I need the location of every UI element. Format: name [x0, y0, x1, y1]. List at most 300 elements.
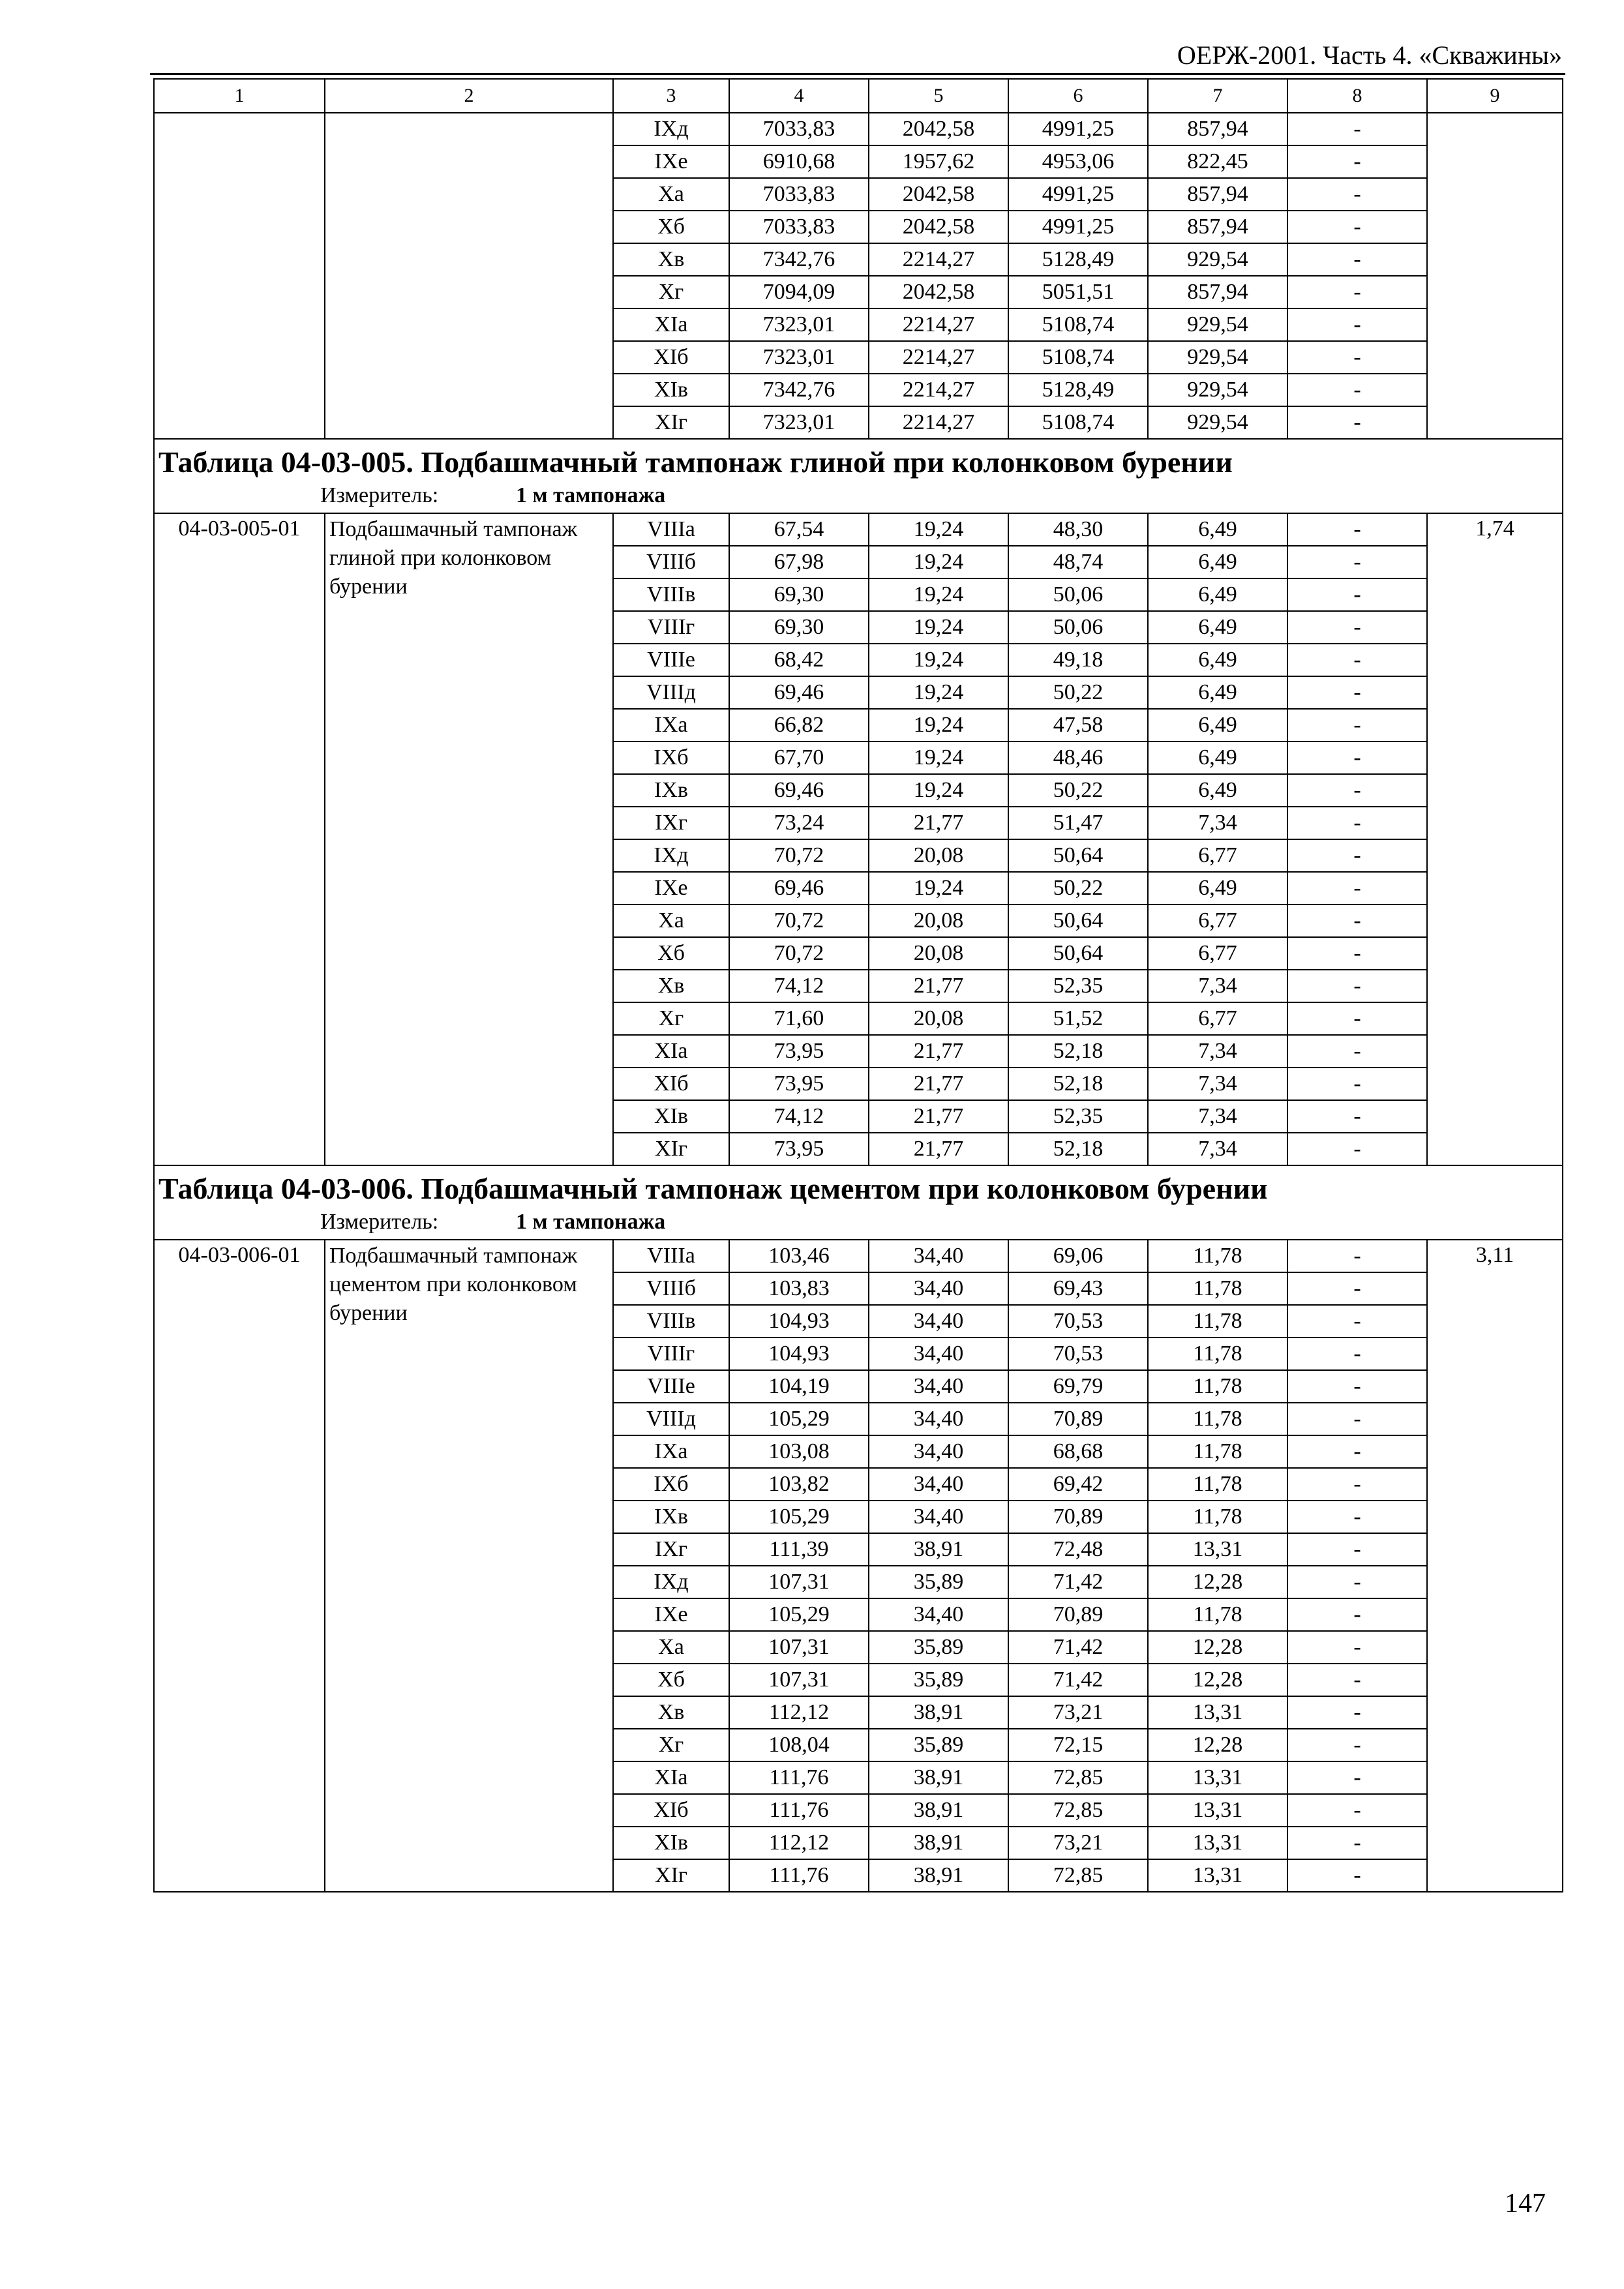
- rock-category-cell: XIа: [613, 1035, 729, 1068]
- rock-category-cell: XIв: [613, 1100, 729, 1133]
- materials-cell: -: [1287, 1664, 1427, 1696]
- labor-cell: 1,74: [1427, 513, 1563, 1165]
- rock-category-cell: VIIIд: [613, 1403, 729, 1435]
- rock-category-cell: VIIIд: [613, 676, 729, 709]
- rock-category-cell: Xа: [613, 1631, 729, 1664]
- labor-cell: [1427, 113, 1563, 439]
- machine-cost-cell: 49,18: [1008, 644, 1148, 676]
- wages-cell: 34,40: [869, 1435, 1008, 1468]
- wages-cell: 21,77: [869, 1035, 1008, 1068]
- meter-value: 1 м тампонажа: [516, 1210, 666, 1234]
- running-header: ОЕРЖ-2001. Часть 4. «Скважины»: [1177, 40, 1562, 70]
- wages-cell: 34,40: [869, 1403, 1008, 1435]
- wages-cell: 38,91: [869, 1794, 1008, 1827]
- materials-cell: -: [1287, 1533, 1427, 1566]
- table-row: [154, 113, 1563, 145]
- wages-cell: 19,24: [869, 546, 1008, 578]
- machine-cost-cell: 5128,49: [1008, 374, 1148, 406]
- wages-cell: 20,08: [869, 839, 1008, 872]
- wages-cell: 2214,27: [869, 308, 1008, 341]
- machine-cost-cell: 4991,25: [1008, 178, 1148, 211]
- driver-wages-cell: 6,49: [1148, 709, 1287, 741]
- rock-category-cell: XIг: [613, 406, 729, 439]
- total-cost-cell: 107,31: [729, 1566, 869, 1598]
- column-number-cell: 7: [1148, 79, 1287, 113]
- machine-cost-cell: 5128,49: [1008, 243, 1148, 276]
- machine-cost-cell: 48,46: [1008, 741, 1148, 774]
- wages-cell: 38,91: [869, 1859, 1008, 1892]
- wages-cell: 19,24: [869, 741, 1008, 774]
- rock-category-cell: Xб: [613, 1664, 729, 1696]
- wages-cell: 20,08: [869, 905, 1008, 937]
- total-cost-cell: 111,76: [729, 1761, 869, 1794]
- column-number-cell: 4: [729, 79, 869, 113]
- driver-wages-cell: 11,78: [1148, 1305, 1287, 1338]
- wages-cell: 2042,58: [869, 211, 1008, 243]
- materials-cell: -: [1287, 1240, 1427, 1272]
- machine-cost-cell: 48,30: [1008, 513, 1148, 546]
- materials-cell: -: [1287, 1859, 1427, 1892]
- driver-wages-cell: 929,54: [1148, 308, 1287, 341]
- wages-cell: 2042,58: [869, 113, 1008, 145]
- driver-wages-cell: 857,94: [1148, 178, 1287, 211]
- total-cost-cell: 105,29: [729, 1403, 869, 1435]
- total-cost-cell: 66,82: [729, 709, 869, 741]
- table-title-row: [154, 439, 1563, 513]
- machine-cost-cell: 52,35: [1008, 1100, 1148, 1133]
- driver-wages-cell: 11,78: [1148, 1338, 1287, 1370]
- machine-cost-cell: 70,89: [1008, 1501, 1148, 1533]
- materials-cell: -: [1287, 1100, 1427, 1133]
- machine-cost-cell: 50,22: [1008, 774, 1148, 807]
- rock-category-cell: IXб: [613, 741, 729, 774]
- materials-cell: -: [1287, 243, 1427, 276]
- machine-cost-cell: 68,68: [1008, 1435, 1148, 1468]
- wages-cell: 2214,27: [869, 406, 1008, 439]
- rock-category-cell: IXе: [613, 145, 729, 178]
- norm-name-cell: [325, 113, 613, 439]
- rock-category-cell: VIIIв: [613, 578, 729, 611]
- machine-cost-cell: 51,52: [1008, 1002, 1148, 1035]
- driver-wages-cell: 857,94: [1148, 211, 1287, 243]
- wages-cell: 19,24: [869, 774, 1008, 807]
- materials-cell: -: [1287, 1501, 1427, 1533]
- wages-cell: 34,40: [869, 1468, 1008, 1501]
- driver-wages-cell: 6,49: [1148, 872, 1287, 905]
- machine-cost-cell: 69,79: [1008, 1370, 1148, 1403]
- rock-category-cell: IXд: [613, 839, 729, 872]
- wages-cell: 21,77: [869, 1100, 1008, 1133]
- table-title-row: [154, 1165, 1563, 1240]
- total-cost-cell: 7323,01: [729, 308, 869, 341]
- driver-wages-cell: 13,31: [1148, 1761, 1287, 1794]
- total-cost-cell: 70,72: [729, 905, 869, 937]
- rock-category-cell: IXе: [613, 872, 729, 905]
- materials-cell: -: [1287, 1761, 1427, 1794]
- total-cost-cell: 7033,83: [729, 113, 869, 145]
- machine-cost-cell: 72,85: [1008, 1859, 1148, 1892]
- driver-wages-cell: 6,77: [1148, 937, 1287, 970]
- driver-wages-cell: 929,54: [1148, 374, 1287, 406]
- driver-wages-cell: 6,49: [1148, 774, 1287, 807]
- total-cost-cell: 7033,83: [729, 211, 869, 243]
- machine-cost-cell: 52,35: [1008, 970, 1148, 1002]
- machine-cost-cell: 69,43: [1008, 1272, 1148, 1305]
- rock-category-cell: IXг: [613, 1533, 729, 1566]
- machine-cost-cell: 50,06: [1008, 611, 1148, 644]
- driver-wages-cell: 857,94: [1148, 113, 1287, 145]
- rock-category-cell: Xг: [613, 276, 729, 308]
- machine-cost-cell: 52,18: [1008, 1133, 1148, 1165]
- total-cost-cell: 111,39: [729, 1533, 869, 1566]
- machine-cost-cell: 47,58: [1008, 709, 1148, 741]
- rock-category-cell: XIв: [613, 1827, 729, 1859]
- rock-category-cell: XIа: [613, 308, 729, 341]
- machine-cost-cell: 4991,25: [1008, 211, 1148, 243]
- machine-cost-cell: 71,42: [1008, 1566, 1148, 1598]
- rock-category-cell: VIIIв: [613, 1305, 729, 1338]
- column-number-cell: 8: [1287, 79, 1427, 113]
- driver-wages-cell: 6,49: [1148, 741, 1287, 774]
- total-cost-cell: 69,30: [729, 611, 869, 644]
- materials-cell: -: [1287, 1729, 1427, 1761]
- total-cost-cell: 107,31: [729, 1664, 869, 1696]
- materials-cell: -: [1287, 374, 1427, 406]
- driver-wages-cell: 7,34: [1148, 1068, 1287, 1100]
- total-cost-cell: 70,72: [729, 839, 869, 872]
- wages-cell: 19,24: [869, 872, 1008, 905]
- driver-wages-cell: 6,49: [1148, 578, 1287, 611]
- materials-cell: -: [1287, 741, 1427, 774]
- rock-category-cell: XIб: [613, 341, 729, 374]
- norm-code-cell: [154, 113, 325, 439]
- driver-wages-cell: 11,78: [1148, 1403, 1287, 1435]
- materials-cell: -: [1287, 1338, 1427, 1370]
- materials-cell: -: [1287, 145, 1427, 178]
- page-number: 147: [1505, 2189, 1546, 2219]
- materials-cell: -: [1287, 578, 1427, 611]
- wages-cell: 1957,62: [869, 145, 1008, 178]
- table-title-block: [154, 1165, 1563, 1240]
- driver-wages-cell: 6,49: [1148, 611, 1287, 644]
- rock-category-cell: XIа: [613, 1761, 729, 1794]
- rock-category-cell: Xа: [613, 905, 729, 937]
- machine-cost-cell: 52,18: [1008, 1068, 1148, 1100]
- materials-cell: -: [1287, 513, 1427, 546]
- machine-cost-cell: 50,22: [1008, 676, 1148, 709]
- machine-cost-cell: 70,89: [1008, 1598, 1148, 1631]
- total-cost-cell: 108,04: [729, 1729, 869, 1761]
- driver-wages-cell: 7,34: [1148, 1133, 1287, 1165]
- total-cost-cell: 103,83: [729, 1272, 869, 1305]
- driver-wages-cell: 6,49: [1148, 676, 1287, 709]
- meter-row: [158, 481, 1558, 510]
- rock-category-cell: XIб: [613, 1794, 729, 1827]
- materials-cell: -: [1287, 1305, 1427, 1338]
- wages-cell: 35,89: [869, 1566, 1008, 1598]
- total-cost-cell: 111,76: [729, 1794, 869, 1827]
- meter-label: Измеритель:: [320, 483, 439, 507]
- wages-cell: 19,24: [869, 513, 1008, 546]
- total-cost-cell: 73,95: [729, 1035, 869, 1068]
- materials-cell: -: [1287, 1696, 1427, 1729]
- rock-category-cell: VIIIе: [613, 1370, 729, 1403]
- machine-cost-cell: 50,06: [1008, 578, 1148, 611]
- machine-cost-cell: 70,53: [1008, 1338, 1148, 1370]
- total-cost-cell: 104,93: [729, 1338, 869, 1370]
- total-cost-cell: 71,60: [729, 1002, 869, 1035]
- wages-cell: 38,91: [869, 1533, 1008, 1566]
- rock-category-cell: XIг: [613, 1859, 729, 1892]
- materials-cell: -: [1287, 1002, 1427, 1035]
- driver-wages-cell: 7,34: [1148, 807, 1287, 839]
- total-cost-cell: 69,30: [729, 578, 869, 611]
- driver-wages-cell: 11,78: [1148, 1598, 1287, 1631]
- total-cost-cell: 74,12: [729, 1100, 869, 1133]
- materials-cell: -: [1287, 1468, 1427, 1501]
- total-cost-cell: 7342,76: [729, 243, 869, 276]
- rock-category-cell: VIIIе: [613, 644, 729, 676]
- materials-cell: -: [1287, 1068, 1427, 1100]
- total-cost-cell: 69,46: [729, 872, 869, 905]
- norm-name-cell: Подбашмачный тампонаж цементом при колонковом бурении: [325, 1240, 613, 1892]
- driver-wages-cell: 12,28: [1148, 1566, 1287, 1598]
- wages-cell: 34,40: [869, 1338, 1008, 1370]
- total-cost-cell: 68,42: [729, 644, 869, 676]
- machine-cost-cell: 52,18: [1008, 1035, 1148, 1068]
- driver-wages-cell: 857,94: [1148, 276, 1287, 308]
- driver-wages-cell: 6,49: [1148, 644, 1287, 676]
- rock-category-cell: IXа: [613, 709, 729, 741]
- materials-cell: -: [1287, 1598, 1427, 1631]
- total-cost-cell: 69,46: [729, 774, 869, 807]
- rock-category-cell: VIIIг: [613, 1338, 729, 1370]
- norm-code-cell: 04-03-006-01: [154, 1240, 325, 1892]
- rock-category-cell: VIIIа: [613, 513, 729, 546]
- machine-cost-cell: 5108,74: [1008, 341, 1148, 374]
- rock-category-cell: XIг: [613, 1133, 729, 1165]
- materials-cell: -: [1287, 872, 1427, 905]
- total-cost-cell: 7033,83: [729, 178, 869, 211]
- total-cost-cell: 103,08: [729, 1435, 869, 1468]
- total-cost-cell: 103,46: [729, 1240, 869, 1272]
- driver-wages-cell: 6,77: [1148, 839, 1287, 872]
- rock-category-cell: VIIIб: [613, 1272, 729, 1305]
- total-cost-cell: 111,76: [729, 1859, 869, 1892]
- total-cost-cell: 7323,01: [729, 341, 869, 374]
- wages-cell: 19,24: [869, 578, 1008, 611]
- materials-cell: -: [1287, 774, 1427, 807]
- materials-cell: -: [1287, 839, 1427, 872]
- wages-cell: 21,77: [869, 970, 1008, 1002]
- rock-category-cell: Xб: [613, 211, 729, 243]
- driver-wages-cell: 6,77: [1148, 1002, 1287, 1035]
- wages-cell: 19,24: [869, 611, 1008, 644]
- total-cost-cell: 74,12: [729, 970, 869, 1002]
- machine-cost-cell: 48,74: [1008, 546, 1148, 578]
- driver-wages-cell: 11,78: [1148, 1272, 1287, 1305]
- driver-wages-cell: 11,78: [1148, 1501, 1287, 1533]
- machine-cost-cell: 73,21: [1008, 1696, 1148, 1729]
- machine-cost-cell: 71,42: [1008, 1631, 1148, 1664]
- column-number-cell: 1: [154, 79, 325, 113]
- rock-category-cell: Xг: [613, 1729, 729, 1761]
- materials-cell: -: [1287, 1035, 1427, 1068]
- total-cost-cell: 70,72: [729, 937, 869, 970]
- rock-category-cell: Xб: [613, 937, 729, 970]
- column-number-cell: 5: [869, 79, 1008, 113]
- wages-cell: 2214,27: [869, 243, 1008, 276]
- machine-cost-cell: 50,22: [1008, 872, 1148, 905]
- rock-category-cell: IXа: [613, 1435, 729, 1468]
- machine-cost-cell: 70,89: [1008, 1403, 1148, 1435]
- machine-cost-cell: 71,42: [1008, 1664, 1148, 1696]
- machine-cost-cell: 4991,25: [1008, 113, 1148, 145]
- wages-cell: 35,89: [869, 1631, 1008, 1664]
- wages-cell: 38,91: [869, 1696, 1008, 1729]
- total-cost-cell: 104,19: [729, 1370, 869, 1403]
- rock-category-cell: Xг: [613, 1002, 729, 1035]
- machine-cost-cell: 72,85: [1008, 1794, 1148, 1827]
- table-row: [154, 513, 1563, 546]
- materials-cell: -: [1287, 546, 1427, 578]
- rock-category-cell: VIIIг: [613, 611, 729, 644]
- column-number-cell: 9: [1427, 79, 1563, 113]
- driver-wages-cell: 6,49: [1148, 513, 1287, 546]
- wages-cell: 2214,27: [869, 374, 1008, 406]
- driver-wages-cell: 11,78: [1148, 1240, 1287, 1272]
- rock-category-cell: IXе: [613, 1598, 729, 1631]
- wages-cell: 35,89: [869, 1729, 1008, 1761]
- driver-wages-cell: 7,34: [1148, 1035, 1287, 1068]
- wages-cell: 34,40: [869, 1305, 1008, 1338]
- total-cost-cell: 69,46: [729, 676, 869, 709]
- machine-cost-cell: 72,15: [1008, 1729, 1148, 1761]
- total-cost-cell: 104,93: [729, 1305, 869, 1338]
- column-number-row: [154, 79, 1563, 113]
- machine-cost-cell: 5051,51: [1008, 276, 1148, 308]
- materials-cell: -: [1287, 341, 1427, 374]
- total-cost-cell: 67,54: [729, 513, 869, 546]
- machine-cost-cell: 72,48: [1008, 1533, 1148, 1566]
- driver-wages-cell: 13,31: [1148, 1794, 1287, 1827]
- materials-cell: -: [1287, 1403, 1427, 1435]
- header-rule: [150, 73, 1565, 75]
- driver-wages-cell: 13,31: [1148, 1533, 1287, 1566]
- meter-row: [158, 1208, 1558, 1236]
- driver-wages-cell: 13,31: [1148, 1859, 1287, 1892]
- table-row: [154, 1240, 1563, 1272]
- machine-cost-cell: 69,42: [1008, 1468, 1148, 1501]
- total-cost-cell: 105,29: [729, 1501, 869, 1533]
- wages-cell: 38,91: [869, 1827, 1008, 1859]
- total-cost-cell: 112,12: [729, 1696, 869, 1729]
- wages-cell: 34,40: [869, 1501, 1008, 1533]
- table-title: Таблица 04-03-005. Подбашмачный тампонаж глиной при колонковом бурении: [158, 445, 1233, 479]
- wages-cell: 21,77: [869, 1133, 1008, 1165]
- materials-cell: -: [1287, 276, 1427, 308]
- materials-cell: -: [1287, 644, 1427, 676]
- total-cost-cell: 7094,09: [729, 276, 869, 308]
- materials-cell: -: [1287, 308, 1427, 341]
- rock-category-cell: Xа: [613, 178, 729, 211]
- materials-cell: -: [1287, 970, 1427, 1002]
- table-title: Таблица 04-03-006. Подбашмачный тампонаж цементом при колонковом бурении: [158, 1172, 1268, 1205]
- driver-wages-cell: 822,45: [1148, 145, 1287, 178]
- driver-wages-cell: 7,34: [1148, 970, 1287, 1002]
- wages-cell: 19,24: [869, 709, 1008, 741]
- rock-category-cell: VIIIа: [613, 1240, 729, 1272]
- wages-cell: 19,24: [869, 676, 1008, 709]
- total-cost-cell: 103,82: [729, 1468, 869, 1501]
- rock-category-cell: IXв: [613, 1501, 729, 1533]
- machine-cost-cell: 4953,06: [1008, 145, 1148, 178]
- wages-cell: 2042,58: [869, 178, 1008, 211]
- rock-category-cell: Xв: [613, 970, 729, 1002]
- materials-cell: -: [1287, 1435, 1427, 1468]
- wages-cell: 21,77: [869, 807, 1008, 839]
- table-title-block: [154, 439, 1563, 513]
- rock-category-cell: XIв: [613, 374, 729, 406]
- wages-cell: 20,08: [869, 937, 1008, 970]
- column-number-cell: 3: [613, 79, 729, 113]
- driver-wages-cell: 11,78: [1148, 1435, 1287, 1468]
- norms-table: [153, 78, 1563, 1893]
- wages-cell: 34,40: [869, 1272, 1008, 1305]
- total-cost-cell: 73,95: [729, 1068, 869, 1100]
- total-cost-cell: 73,24: [729, 807, 869, 839]
- machine-cost-cell: 69,06: [1008, 1240, 1148, 1272]
- materials-cell: -: [1287, 113, 1427, 145]
- total-cost-cell: 105,29: [729, 1598, 869, 1631]
- total-cost-cell: 112,12: [729, 1827, 869, 1859]
- driver-wages-cell: 929,54: [1148, 341, 1287, 374]
- rock-category-cell: Xв: [613, 243, 729, 276]
- materials-cell: -: [1287, 211, 1427, 243]
- wages-cell: 34,40: [869, 1370, 1008, 1403]
- norm-code-cell: 04-03-005-01: [154, 513, 325, 1165]
- rock-category-cell: IXд: [613, 113, 729, 145]
- column-number-cell: 6: [1008, 79, 1148, 113]
- driver-wages-cell: 12,28: [1148, 1664, 1287, 1696]
- wages-cell: 34,40: [869, 1598, 1008, 1631]
- column-number-cell: 2: [325, 79, 613, 113]
- materials-cell: -: [1287, 937, 1427, 970]
- machine-cost-cell: 50,64: [1008, 905, 1148, 937]
- total-cost-cell: 6910,68: [729, 145, 869, 178]
- materials-cell: -: [1287, 1370, 1427, 1403]
- machine-cost-cell: 5108,74: [1008, 406, 1148, 439]
- rock-category-cell: VIIIб: [613, 546, 729, 578]
- machine-cost-cell: 72,85: [1008, 1761, 1148, 1794]
- wages-cell: 2214,27: [869, 341, 1008, 374]
- wages-cell: 20,08: [869, 1002, 1008, 1035]
- materials-cell: -: [1287, 1272, 1427, 1305]
- materials-cell: -: [1287, 611, 1427, 644]
- machine-cost-cell: 50,64: [1008, 839, 1148, 872]
- materials-cell: -: [1287, 676, 1427, 709]
- total-cost-cell: 67,98: [729, 546, 869, 578]
- meter-value: 1 м тампонажа: [516, 483, 666, 507]
- materials-cell: -: [1287, 406, 1427, 439]
- rock-category-cell: Xв: [613, 1696, 729, 1729]
- total-cost-cell: 67,70: [729, 741, 869, 774]
- table-body: [154, 79, 1563, 1892]
- driver-wages-cell: 13,31: [1148, 1827, 1287, 1859]
- wages-cell: 38,91: [869, 1761, 1008, 1794]
- wages-cell: 34,40: [869, 1240, 1008, 1272]
- total-cost-cell: 73,95: [729, 1133, 869, 1165]
